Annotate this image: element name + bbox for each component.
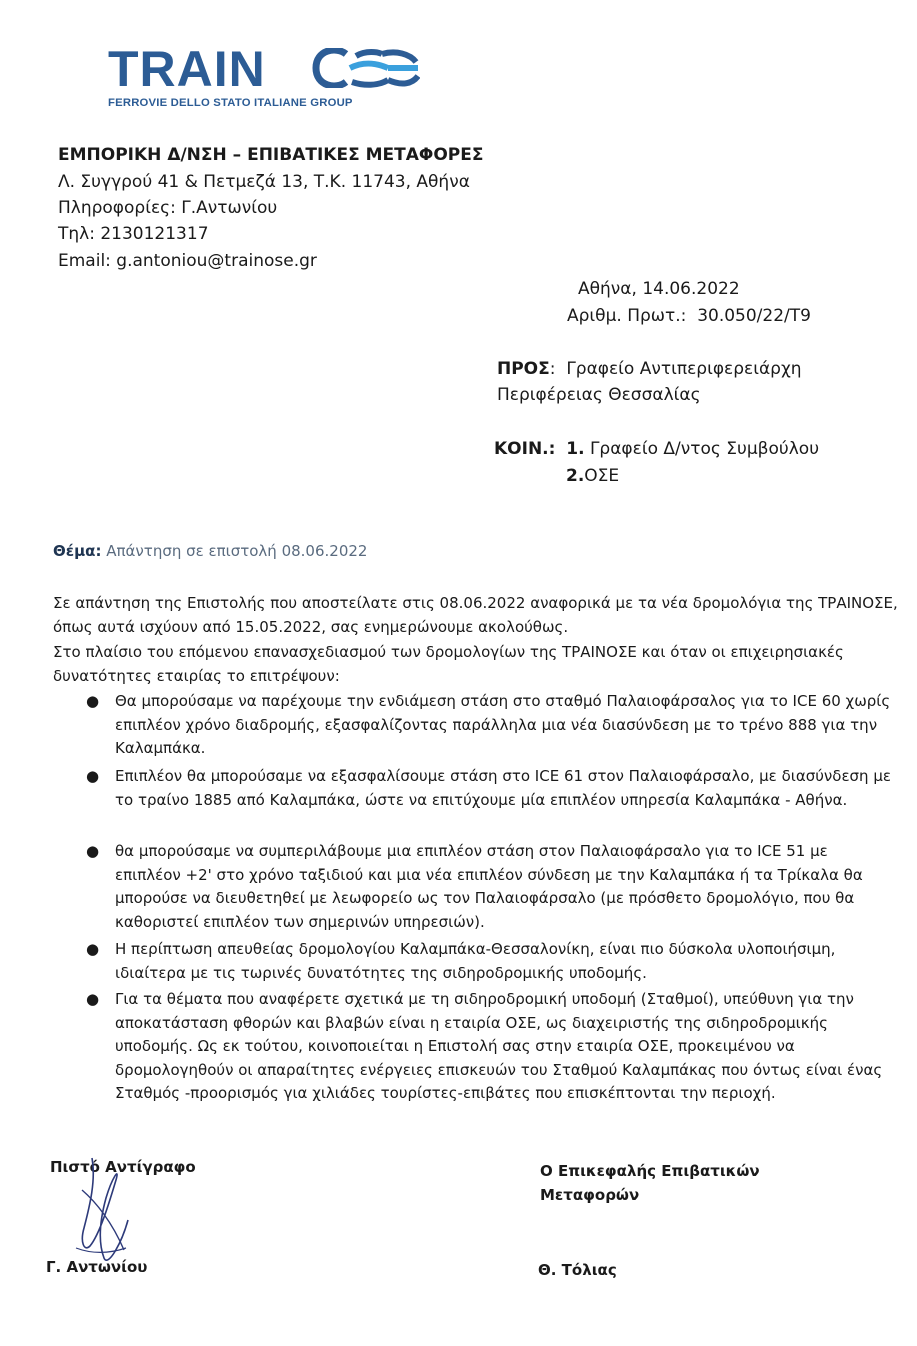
protocol-line	[567, 306, 811, 326]
cc-line-2	[566, 466, 619, 486]
cc-label: ΚΟΙΝ.:	[494, 439, 556, 459]
bullet-icon: ●	[86, 940, 100, 958]
cc-1-text: Γραφείο Δ/ντος Συμβούλου	[589, 439, 820, 459]
body-paragraph-1: Σε απάντηση της Επιστολής που αποστείλατε στις 08.06.2022 αναφορικά με τα νέα δρομολόγια της ΤΡΑΙΝΟΣΕ, όπως αυτά ισχύουν από 15.05.2022, σας ενημερώνουμε ακολούθως.	[53, 594, 898, 636]
bullet-icon: ●	[86, 767, 100, 785]
bullet-icon: ●	[86, 990, 100, 1008]
right-signature-title-line-2: Μεταφορών	[540, 1186, 640, 1204]
cc-1-number: 1.	[566, 439, 585, 459]
protocol-value: 30.050/22/Τ9	[697, 306, 811, 326]
subject-text: Απάντηση σε επιστολή 08.06.2022	[106, 542, 368, 560]
right-signature-title-line-1: Ο Επικεφαλής Επιβατικών	[540, 1162, 760, 1180]
sender-department: ΕΜΠΟΡΙΚΗ Δ/ΝΣΗ – ΕΠΙΒΑΤΙΚΕΣ ΜΕΤΑΦΟΡΕΣ	[58, 145, 484, 165]
handwritten-signature	[62, 1150, 142, 1270]
sender-info: Πληροφορίες: Γ.Αντωνίου	[58, 198, 278, 218]
bullet-item-5: Για τα θέματα που αναφέρετε σχετικά με τη σιδηροδρομική υποδομή (Σταθμοί), υπεύθυνη για την αποκατάσταση φθορών και βλαβών είναι η εταιρία ΟΣΕ, ως διαχειριστής της σιδηροδρομικής υποδομής. Ως εκ τούτου, κοινοποιείται η Επιστολή σας στην εταιρία ΟΣΕ, προκειμένου να δρομολογηθούν οι απαραίτητες ενέργειες επισκευών του Σταθμού Καλαμπάκας που όντως είναι ένας Σταθμός -προορισμός για χιλιάδες τουρίστες-επιβάτες που επισκέπτονται την περιοχή.	[115, 990, 883, 1102]
sender-address: Λ. Συγγρού 41 & Πετμεζά 13, Τ.Κ. 11743, Αθήνα	[58, 172, 470, 192]
place-date: Αθήνα, 14.06.2022	[578, 279, 740, 299]
to-recipient: Γραφείο Αντιπεριφερειάρχη	[566, 359, 802, 379]
sender-email: Email: g.antoniou@trainose.gr	[58, 251, 317, 271]
trainose-logo-wordmark: TRAIN	[108, 41, 266, 97]
to-line-1: ΠΡΟΣ: Γραφείο Αντιπεριφερειάρχη	[497, 359, 802, 379]
cc-2-number: 2.	[566, 466, 585, 486]
bullet-item-1: Θα μπορούσαμε να παρέχουμε την ενδιάμεση στάση στο σταθμό Παλαιοφάρσαλος για το ICE 60 χωρίς επιπλέον χρόνο διαδρομής, εξασφαλίζοντας παράλληλα μια νέα διασύνδεση με το τρένο 888 για την Καλαμπάκα.	[115, 692, 891, 757]
bullet-item-2: Επιπλέον θα μπορούσαμε να εξασφαλίσουμε στάση στο ICE 61 στον Παλαιοφάρσαλο, με διασύνδεση με το τραίνο 1885 από Καλαμπάκα, ώστε να επιτύχουμε μία επιπλέον υπηρεσία Καλαμπάκα - Αθήνα.	[115, 767, 891, 809]
subject-line	[53, 542, 367, 560]
right-signature-name: Θ. Τόλιας	[538, 1261, 617, 1279]
bullet-icon: ●	[86, 842, 100, 860]
left-signature-name: Γ. Αντωνίου	[46, 1258, 148, 1276]
protocol-label: Αριθμ. Πρωτ.:	[567, 306, 687, 326]
cc-line-1	[494, 439, 819, 459]
cc-2-text: ΟΣΕ	[584, 466, 620, 486]
body-paragraph-2: Στο πλαίσιο του επόμενου επανασχεδιασμού των δρομολογίων της ΤΡΑΙΝΟΣΕ και όταν οι επιχειρησιακές δυνατότητες εταιρίας το επιτρέψουν:	[53, 643, 844, 685]
trainose-logo-subtitle: FERROVIE DELLO STATO ITALIANE GROUP	[108, 97, 353, 109]
trainose-logo-ose-mark	[312, 48, 420, 88]
to-line-2: Περιφέρειας Θεσσαλίας	[497, 385, 701, 405]
to-label: ΠΡΟΣ	[497, 359, 550, 379]
bullet-item-3: θα μπορούσαμε να συμπεριλάβουμε μια επιπλέον στάση στον Παλαιοφάρσαλο για το ICE 51 με επιπλέον +2' στο χρόνο ταξιδιού και μια νέα επιπλέον σύνδεση με την Καλαμπάκα ή τα Τρίκαλα θα μπορούσε να διευθετηθεί με λεωφορείο ως τον Παλαιοφάρσαλο (με πρόσθετο δρομολόγιο, που θα καθοριστεί επιπλέον των σημερινών υπηρεσιών).	[115, 842, 863, 931]
bullet-item-4: Η περίπτωση απευθείας δρομολογίου Καλαμπάκα-Θεσσαλονίκη, είναι πιο δύσκολα υλοποιήσιμη, ιδιαίτερα με τις τωρινές δυνατότητες της σιδηροδρομικής υποδομής.	[115, 940, 836, 982]
bullet-icon: ●	[86, 692, 100, 710]
sender-phone: Τηλ: 2130121317	[58, 224, 209, 244]
left-signature-title: Πιστό Αντίγραφο	[50, 1158, 196, 1176]
subject-label: Θέμα:	[53, 542, 102, 560]
